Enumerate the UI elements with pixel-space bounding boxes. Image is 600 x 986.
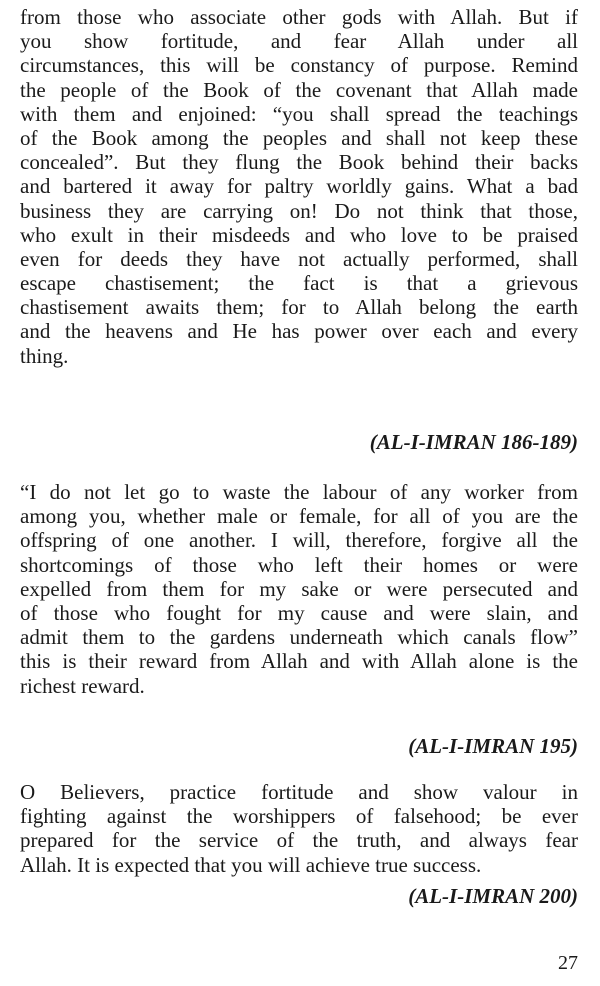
passage-3-line: Allah. It is expected that you will achieve true success. bbox=[20, 852, 482, 877]
passage-3 bbox=[20, 780, 578, 877]
passage-1-line: escape chastisement; the fact is that a grievous bbox=[20, 271, 578, 296]
passage-1-line: with them and enjoined: “you shall spread the teachings bbox=[20, 101, 578, 126]
passage-3-line: fighting against the worshippers of falsehood; be ever bbox=[20, 804, 578, 829]
passage-2-line: “I do not let go to waste the labour of any worker from bbox=[20, 480, 578, 504]
passage-3-line: O Believers, practice fortitude and show valour in bbox=[20, 780, 578, 804]
passage-2-line: of those who fought for my cause and were slain, and bbox=[20, 600, 578, 625]
passage-2-line: admit them to the gardens underneath which canals flow” bbox=[20, 625, 578, 650]
passage-1-line: even for deeds they have not actually performed, shall bbox=[20, 246, 578, 271]
passage-2 bbox=[20, 480, 578, 698]
passage-2-line: expelled from them for my sake or were persecuted and bbox=[20, 576, 578, 601]
passage-1-line: concealed”. But they flung the Book behind their backs bbox=[20, 150, 578, 175]
passage-2-line: among you, whether male or female, for all of you are the bbox=[20, 504, 578, 529]
page-number: 27 bbox=[558, 952, 578, 974]
passage-1-line: chastisement awaits them; for to Allah belong the earth bbox=[20, 295, 578, 320]
passage-3-reference: (AL-I-IMRAN 200) bbox=[408, 884, 578, 908]
passage-1 bbox=[20, 5, 578, 368]
passage-1-line: thing. bbox=[20, 343, 69, 368]
passage-1-line: business they are carrying on! Do not think that those, bbox=[20, 198, 578, 223]
passage-1-line: of the Book among the peoples and shall not keep these bbox=[20, 125, 578, 150]
passage-2-line: this is their reward from Allah and with Allah alone is the bbox=[20, 649, 578, 674]
passage-2-line: richest reward. bbox=[20, 673, 145, 698]
passage-1-line: from those who associate other gods with Allah. But if bbox=[20, 5, 578, 29]
passage-1-line: who exult in their misdeeds and who love to be praised bbox=[20, 222, 578, 247]
passage-1-reference: (AL-I-IMRAN 186-189) bbox=[369, 430, 578, 454]
passage-1-line: and the heavens and He has power over each and every bbox=[20, 319, 578, 344]
passage-1-line: the people of the Book of the covenant that Allah made bbox=[20, 77, 578, 102]
passage-1-line: and bartered it away for paltry worldly gains. What a bad bbox=[20, 174, 578, 199]
passage-2-reference: (AL-I-IMRAN 195) bbox=[408, 734, 578, 758]
passage-2-line: offspring of one another. I will, therefore, forgive all the bbox=[20, 528, 578, 553]
passage-3-line: prepared for the service of the truth, and always fear bbox=[20, 828, 578, 853]
passage-1-line: circumstances, this will be constancy of purpose. Remind bbox=[20, 53, 578, 78]
passage-2-line: shortcomings of those who left their homes or were bbox=[20, 552, 578, 577]
passage-1-line: you show fortitude, and fear Allah under all bbox=[20, 29, 578, 54]
